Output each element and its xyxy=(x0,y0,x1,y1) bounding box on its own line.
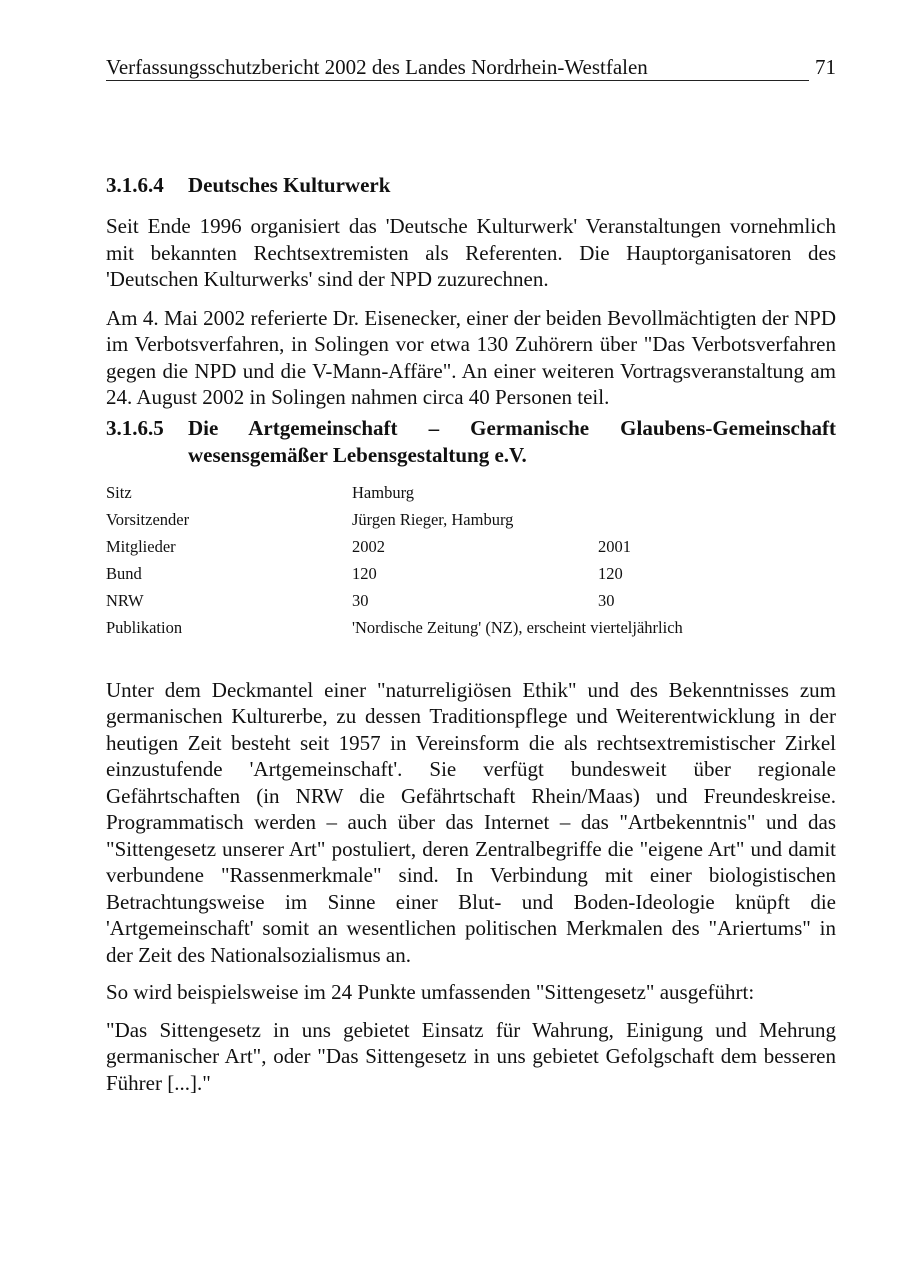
section-heading-3-1-6-4 xyxy=(106,172,836,199)
section-title: Die Artgemeinschaft – Germanische Glaubens-Gemeinschaft wesensgemäßer Lebensgestaltung e.V. xyxy=(188,415,836,467)
table-cell: Bund xyxy=(106,563,142,583)
header-title: Verfassungsschutzbericht 2002 des Landes Nordrhein-Westfalen xyxy=(106,55,648,79)
table-cell: Jürgen Rieger, Hamburg xyxy=(352,509,514,529)
table-cell: Publikation xyxy=(106,617,183,637)
table-row xyxy=(106,533,683,560)
running-header xyxy=(106,52,836,82)
paragraph: Am 4. Mai 2002 referierte Dr. Eisenecker, einer der beiden Bevollmächtigten der NPD im Verbotsverfahren, in Solingen vor etwa 130 Zuhörern über "Das Verbotsverfahren gegen die NPD und die V-Mann-Affäre". An einer weiteren Vortragsveranstaltung am 24. August 2002 in Solingen nahmen circa 40 Personen teil. xyxy=(106,305,836,409)
page-content xyxy=(106,172,836,1096)
section-heading-3-1-6-5 xyxy=(106,415,836,469)
table-cell: 'Nordische Zeitung' (NZ), erscheint vierteljährlich xyxy=(352,617,683,637)
section-number: 3.1.6.4 xyxy=(106,173,164,197)
table-cell: 2002 xyxy=(352,536,385,556)
section-number: 3.1.6.5 xyxy=(106,415,164,440)
table-row xyxy=(106,614,683,641)
header-rule xyxy=(106,80,809,81)
table-cell: Vorsitzender xyxy=(106,509,190,529)
page-number: 71 xyxy=(815,55,836,79)
table-cell: 30 xyxy=(352,590,369,610)
table-cell: 120 xyxy=(352,563,377,583)
paragraph: So wird beispielsweise im 24 Punkte umfassenden "Sittengesetz" ausgeführt: xyxy=(106,980,755,1004)
table-cell xyxy=(598,506,683,533)
table-cell: Mitglieder xyxy=(106,536,176,556)
table-cell xyxy=(598,479,683,506)
table-cell: 120 xyxy=(598,563,623,583)
table-row xyxy=(106,587,683,614)
table-row xyxy=(106,479,683,506)
paragraph: Seit Ende 1996 organisiert das 'Deutsche Kulturwerk' Veranstaltungen vornehmlich mit bekannten Rechtsextremisten als Referenten. Die Hauptorganisatoren des 'Deutschen Kulturwerks' sind der NPD zuzurechnen. xyxy=(106,214,836,291)
quote-paragraph: "Das Sittengesetz in uns gebietet Einsatz für Wahrung, Einigung und Mehrung germanischer Art", oder "Das Sittengesetz in uns gebietet Gefolgschaft dem besseren Führer [...]." xyxy=(106,1017,836,1095)
table-cell: Hamburg xyxy=(352,482,415,502)
table-row xyxy=(106,560,683,587)
table-cell: NRW xyxy=(106,590,144,610)
section-title: Deutsches Kulturwerk xyxy=(188,173,391,197)
table-cell: 2001 xyxy=(598,536,631,556)
table-cell: Sitz xyxy=(106,482,132,502)
paragraph: Unter dem Deckmantel einer "naturreligiösen Ethik" und des Bekenntnisses zum germanischen Kulturerbe, zu dessen Traditionspflege und Weiterentwicklung in der heutigen Zeit besteht seit 1957 in Vereinsform die als rechtsextremistischer Zirkel einzustufende 'Artgemeinschaft'. Sie verfügt bundesweit über regionale Gefährtschaften (in NRW die Gefährtschaft Rhein/Maas) und Freundeskreise. Programmatisch werden – auch über das Internet – das "Artbekenntnis" und das "Sittengesetz unserer Art" postuliert, deren Zentralbegriffe die "eigene Art" und damit verbundene "Rassenmerkmale" sind. In Verbindung mit einer biologistischen Betrachtungsweise im Sinne einer Blut- und Boden-Ideologie knüpft die 'Artgemeinschaft' somit an wesentlichen politischen Merkmalen des "Ariertums" in der Zeit des Nationalsozialismus an. xyxy=(106,677,836,967)
info-table xyxy=(106,479,683,641)
table-row xyxy=(106,506,683,533)
table-cell: 30 xyxy=(598,590,615,610)
